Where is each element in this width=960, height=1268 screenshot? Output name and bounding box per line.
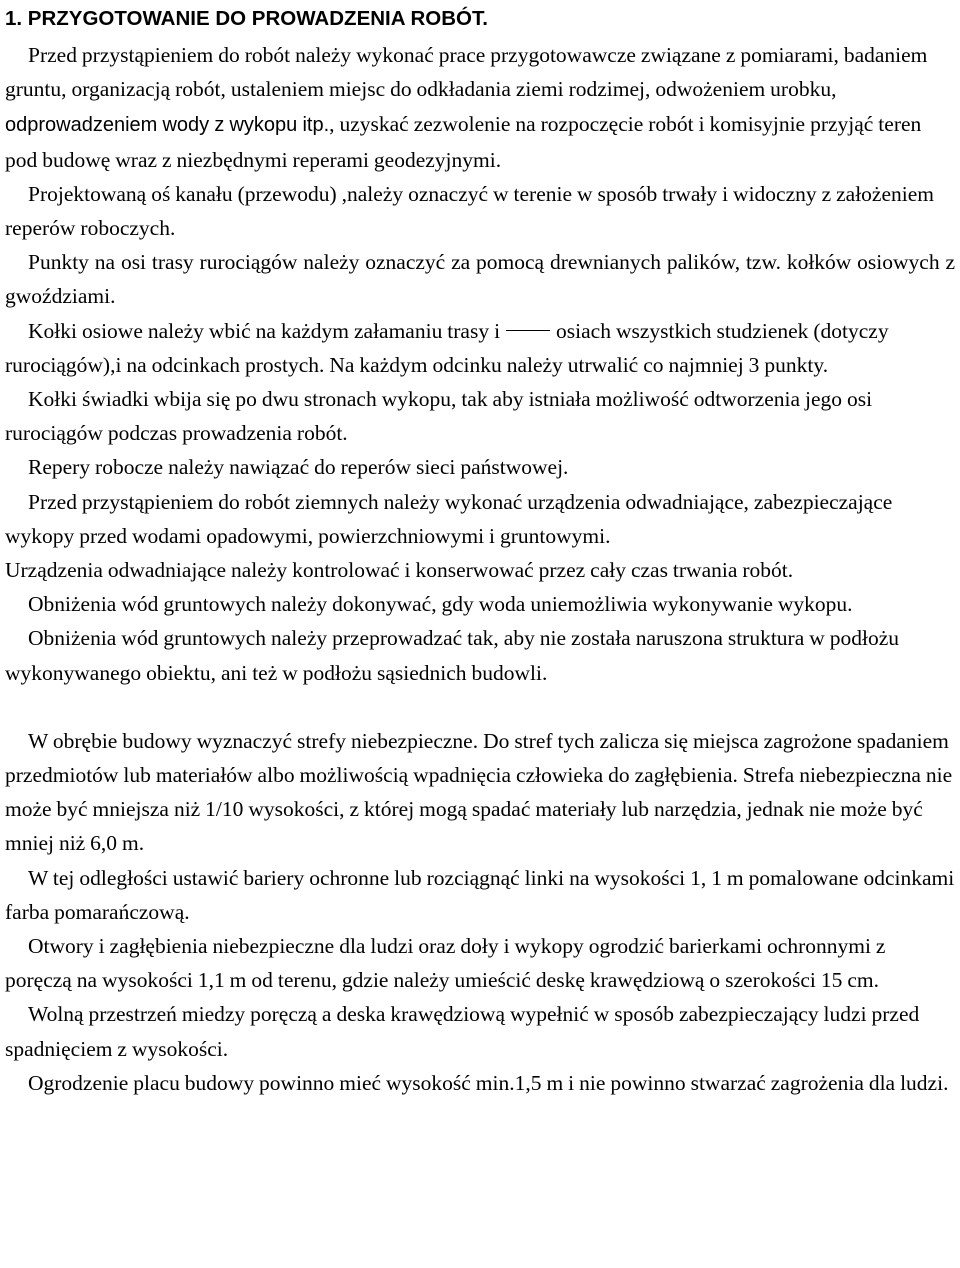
paragraph-text: osiach wszystkich studzienek (dotyczy rurociągów),i na odcinkach prostych. Na każdym odcinku należy utrwalić co najmniej 3 punkty. (5, 318, 889, 377)
paragraph-openings: Otwory i zagłębienia niebezpieczne dla ludzi oraz doły i wykopy ogrodzić barierkami ochronnymi z poręczą na wysokości 1,1 m od terenu, gdzie należy umieścić deskę krawędziową o szerokości 15 cm. (5, 934, 886, 993)
paragraph-axis-pegs (5, 314, 955, 382)
paragraph-drainage: Przed przystąpieniem do robót ziemnych należy wykonać urządzenia odwadniające, zabezpieczające wykopy przed wodami opadowymi, powierzchniowymi i gruntowymi. (5, 489, 893, 548)
paragraph-text: Kołki osiowe należy wbić na każdym załamaniu trasy i (28, 318, 501, 343)
paragraph-groundwater-2: Obniżenia wód gruntowych należy przeprowadzać tak, aby nie została naruszona struktura w podłożu wykonywanego obiektu, ani też w podłożu sąsiednich budowli. (5, 626, 899, 685)
paragraph-axis-points: Punkty na osi trasy rurociągów należy oznaczyć za pomocą drewnianych palików, tzw. kołków osiowych z gwoździami. (5, 250, 955, 309)
paragraph-site-fence: Ogrodzenie placu budowy powinno mieć wysokość min.1,5 m i nie powinno stwarzać zagrożenia dla ludzi. (28, 1070, 949, 1095)
paragraph-text: , uzyskać zezwolenie na rozpoczęcie robót i komisyjnie przyjąć teren pod budowę wraz z niezbędnymi reperami geodezyjnymi. (5, 112, 922, 172)
paragraph-preparation (5, 38, 955, 177)
section-heading: 1. PRZYGOTOWANIE DO PROWADZENIA ROBÓT. (5, 7, 488, 30)
paragraph-axis-marking: Projektowaną oś kanału (przewodu) ,należy oznaczyć w terenie w sposób trwały i widoczny z założeniem reperów roboczych. (5, 181, 935, 241)
paragraph-railing-space: Wolną przestrzeń miedzy poręczą a deska krawędziową wypełnić w sposób zabezpieczający ludzi przed spadnięciem z wysokości. (5, 1002, 920, 1061)
paragraph-text: Przed przystąpieniem do robót należy wykonać prace przygotowawcze związane z pomiarami, badaniem gruntu, organizacją robót, ustaleniem miejsc do odkładania ziemi rodzimej, odwożeniem urobku, (5, 43, 928, 102)
dash-line (506, 330, 550, 331)
paragraph-danger-zones: W obrębie budowy wyznaczyć strefy niebezpieczne. Do stref tych zalicza się miejsca zagrożone spadaniem przedmiotów lub materiałów albo możliwością wpadnięcia człowieka do zagłębienia. Strefa niebezpieczna nie może być mniejsza niż 1/10 wysokości, z której mogą spadać materiały lub narzędzia, jednak nie może być mniej niż 6,0 m. (5, 728, 953, 856)
paragraph-text-sans: odprowadzeniem wody z wykopu itp. (5, 114, 330, 137)
paragraph-witness-pegs: Kołki świadki wbija się po dwu stronach wykopu, tak aby istniała możliwość odtworzenia jego osi rurociągów podczas prowadzenia robót. (5, 387, 873, 446)
paragraph-barriers: W tej odległości ustawić bariery ochronne lub rozciągnąć linki na wysokości 1, 1 m pomalowane odcinkami farba pomarańczową. (5, 865, 955, 924)
paragraph-benchmarks: Repery robocze należy nawiązać do reperów sieci państwowej. (28, 455, 569, 480)
paragraph-groundwater-1: Obniżenia wód gruntowych należy dokonywać, gdy woda uniemożliwia wykonywanie wykopu. (28, 592, 853, 617)
blank-line (5, 690, 955, 724)
paragraph-drainage-control: Urządzenia odwadniające należy kontrolować i konserwować przez cały czas trwania robót. (5, 558, 794, 583)
